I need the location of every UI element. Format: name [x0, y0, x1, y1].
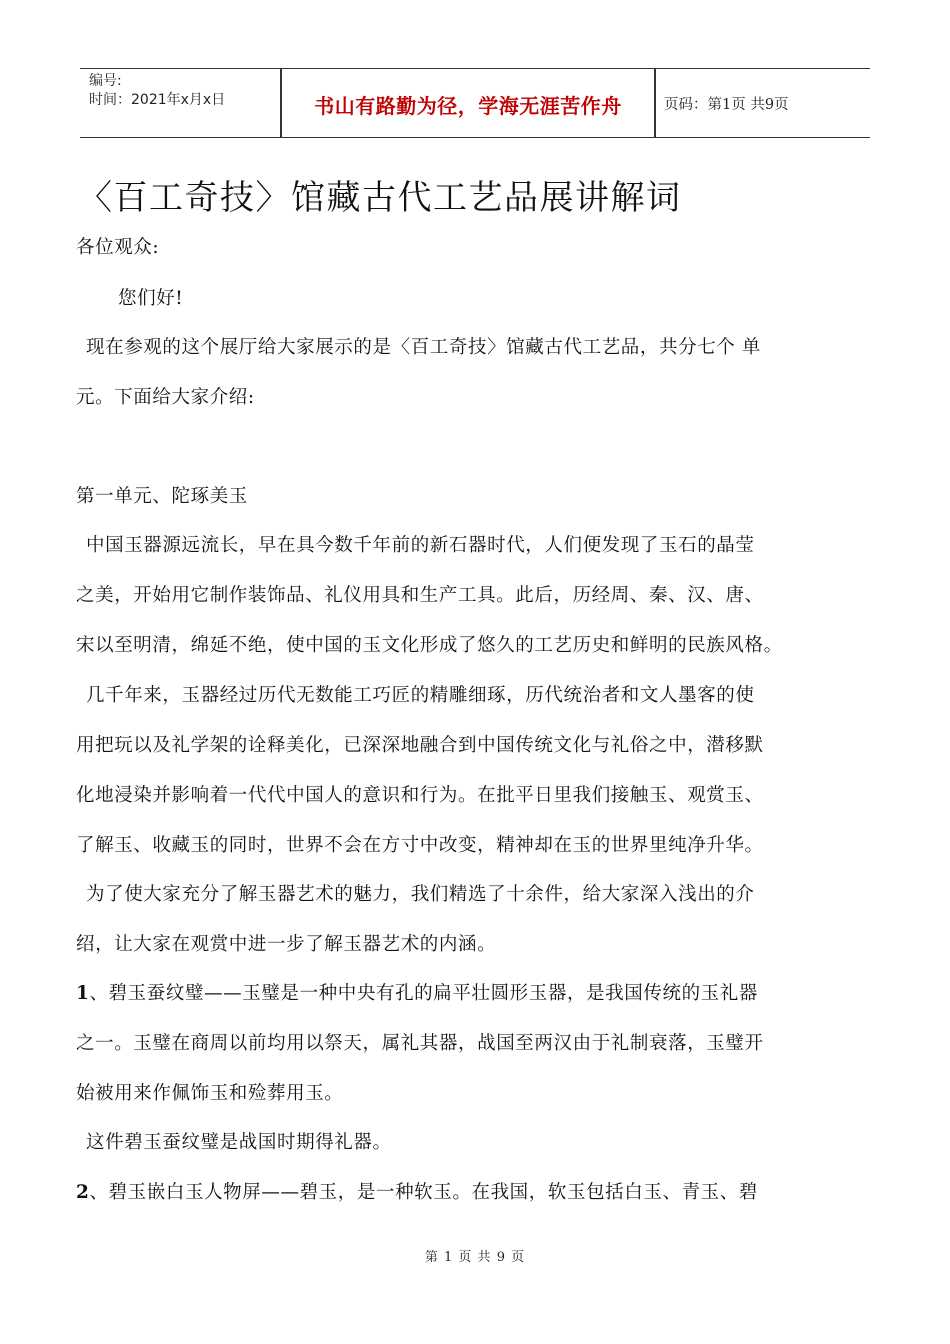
paragraph-line: 之美，开始用它制作装饰品、礼仪用具和生产工具。此后，历经周、秦、汉、唐、 [76, 585, 764, 606]
item-text: 、碧玉蚕纹璧——玉璧是一种中央有孔的扁平壮圆形玉器，是我国传统的玉礼器 [89, 983, 758, 1004]
paragraph-line: 绍，让大家在观赏中进一步了解玉器艺术的内涵。 [76, 934, 497, 955]
paragraph-line: 为了使大家充分了解玉器艺术的魅力，我们精选了十余件，给大家深入浅出的介 [86, 884, 755, 905]
paragraph-line [76, 979, 758, 1005]
paragraph-line: 了解玉、收藏玉的同时，世界不会在方寸中改变，精神却在玉的世界里纯净升华。 [76, 835, 764, 856]
number-label: 编号: [89, 73, 122, 89]
paragraph-line: 化地浸染并影响着一代代中国人的意识和行为。在批平日里我们接触玉、观赏玉、 [76, 785, 764, 806]
paragraph-line [76, 1178, 758, 1204]
header-meta [89, 72, 225, 110]
greeting-line: 各位观众: [76, 237, 160, 258]
paragraph-line: 这件碧玉蚕纹璧是战国时期得礼器。 [86, 1132, 392, 1153]
header-page-code: 页码：第1页 共9页 [664, 97, 789, 113]
section-heading: 第一单元、陀琢美玉 [76, 486, 248, 507]
time-label: 时间：2021年x月x日 [89, 92, 226, 108]
item-number: 1 [76, 983, 90, 1004]
item-text: 、碧玉嵌白玉人物屏——碧玉，是一种软玉。在我国，软玉包括白玉、青玉、碧 [89, 1182, 758, 1203]
page-footer: 第 1 页 共 9 页 [424, 1250, 526, 1265]
paragraph-line: 之一。玉璧在商周以前均用以祭天，属礼其器，战国至两汉由于礼制衰落，玉璧开 [76, 1033, 764, 1054]
document-header [80, 68, 870, 138]
paragraph-line: 中国玉器源远流长，早在具今数千年前的新石器时代，人们便发现了玉石的晶莹 [86, 535, 755, 556]
header-motto: 书山有路勤为径，学海无涯苦作舟 [314, 94, 622, 118]
paragraph-line: 元。下面给大家介绍: [76, 387, 255, 408]
paragraph-line: 始被用来作佩饰玉和殓葬用玉。 [76, 1083, 344, 1104]
greeting-line: 您们好! [118, 288, 184, 309]
document-title: 〈百工奇技〉馆藏古代工艺品展讲解词 [78, 178, 682, 218]
paragraph-line: 用把玩以及礼学架的诠释美化，已深深地融合到中国传统文化与礼俗之中，潜移默 [76, 735, 764, 756]
paragraph-line: 现在参观的这个展厅给大家展示的是〈百工奇技〉馆藏古代工艺品，共分七个 单 [86, 337, 761, 358]
item-number: 2 [76, 1182, 90, 1203]
paragraph-line: 几千年来，玉器经过历代无数能工巧匠的精雕细琢，历代统治者和文人墨客的使 [86, 685, 755, 706]
header-divider [654, 69, 656, 137]
paragraph-line: 宋以至明清，绵延不绝，使中国的玉文化形成了悠久的工艺历史和鲜明的民族风格。 [76, 635, 783, 656]
